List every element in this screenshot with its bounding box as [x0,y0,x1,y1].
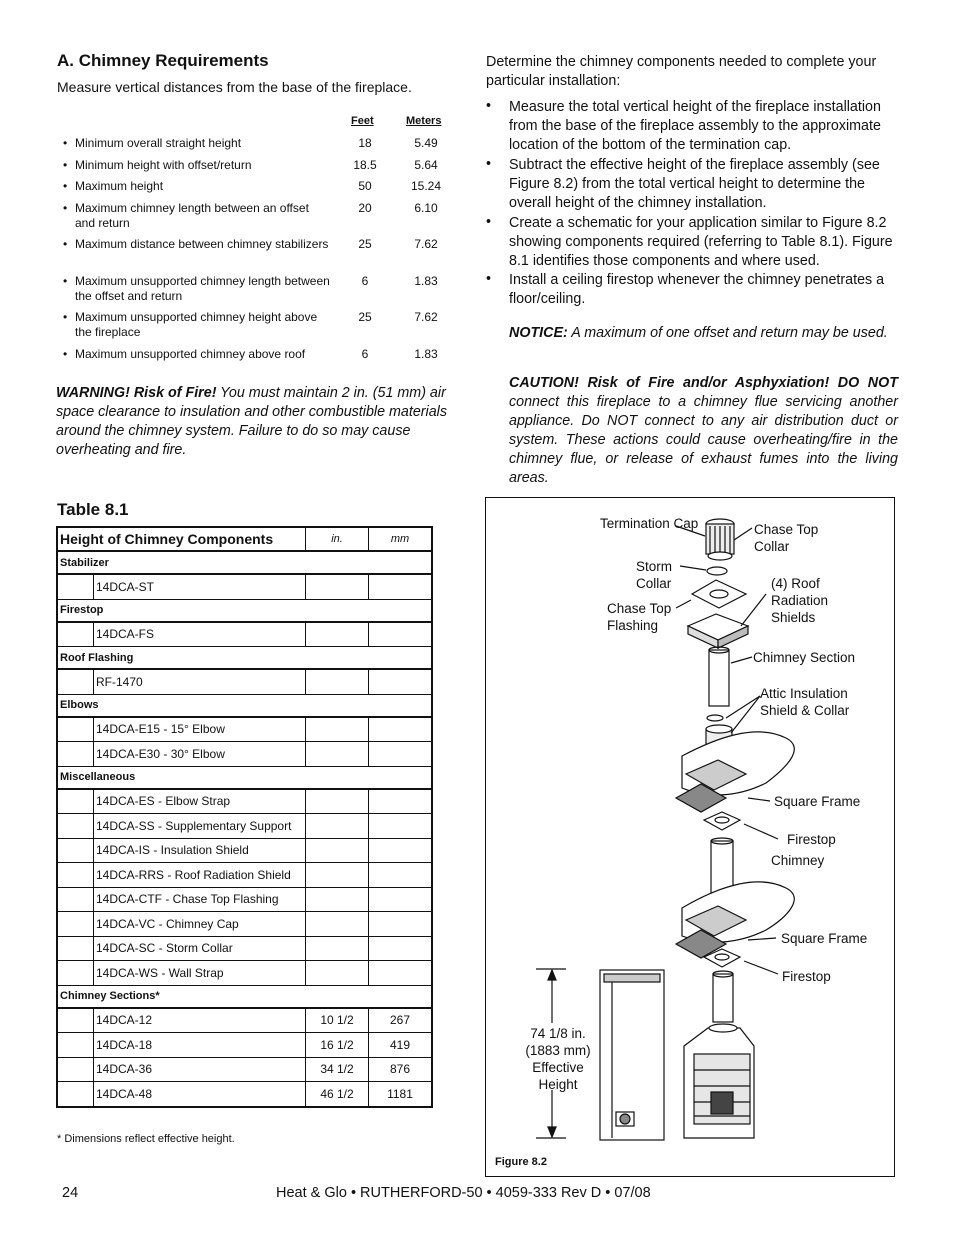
requirement-feet: 18.5 [353,158,377,172]
chimney-components-table [56,526,433,1108]
component-mm: 267 [369,1008,433,1033]
component-mm [369,814,433,839]
component-in [306,669,369,694]
component-name: 14DCA-RRS - Roof Radiation Shield [94,863,306,888]
component-in: 34 1/2 [306,1057,369,1082]
table-category-row [57,766,432,789]
blank-cell [57,912,94,937]
page-footer: Heat & Glo • RUTHERFORD-50 • 4059-333 Rev D • 07/08 [276,1185,651,1201]
component-name: 14DCA-E30 - 30° Elbow [94,742,306,767]
page-number: 24 [62,1185,79,1201]
fireplace-side-drawing [600,970,664,1140]
blank-cell [57,574,94,599]
requirement-meters: 6.10 [414,201,438,215]
leader-square-frame-2 [748,938,776,940]
table-category-row [57,694,432,717]
component-mm [369,622,433,647]
component-mm [369,742,433,767]
bullet-dot: • [486,98,492,114]
table-row [57,838,432,863]
blank-cell [57,1082,94,1107]
requirement-label: Maximum distance between chimney stabilizers [75,237,329,251]
table-header-row [57,527,432,551]
roof-radiation-shields-drawing [688,614,748,648]
component-in [306,574,369,599]
notice-text [509,324,898,343]
component-mm [369,838,433,863]
requirement-feet: 18 [358,136,372,150]
component-mm: 1181 [369,1082,433,1107]
blank-cell [57,838,94,863]
requirement-label: Maximum unsupported chimney length between the offset and return [75,274,330,303]
table-category-row [57,985,432,1008]
component-name: 14DCA-E15 - 15° Elbow [94,717,306,742]
component-name: RF-1470 [94,669,306,694]
requirement-feet: 50 [358,179,372,193]
component-name: 14DCA-18 [94,1033,306,1058]
component-mm [369,887,433,912]
requirement-meters: 1.83 [414,347,438,361]
requirement-feet: 6 [361,347,369,361]
termination-cap-drawing [706,519,734,560]
col-in-header: in. [306,527,369,551]
bullet-dot: • [486,214,492,230]
warning-text: You must maintain 2 in. (51 mm) air space clearance to insulation and other combustible materials around the chimney system. Failure to do so may cause overheating and fire. [56,385,448,458]
leader-attic-1 [726,696,760,718]
callout-firestop-2: Firestop [782,969,831,984]
bullet-dot: • [63,201,68,215]
col-mm-header: mm [369,527,433,551]
callout-firestop-1: Firestop [787,832,836,847]
requirement-feet: 6 [361,274,369,288]
component-in [306,622,369,647]
table-row [57,1082,432,1107]
component-in [306,961,369,986]
bullet-dot: • [486,156,492,172]
category-label: Chimney Sections* [57,985,432,1008]
component-in [306,717,369,742]
requirement-row [63,274,463,306]
table-row [57,717,432,742]
bullet-item: Subtract the effective height of the fireplace assembly (see Figure 8.2) from the total vertical height to determine the overall height of the chimney installation. [509,157,880,211]
blank-cell [57,1057,94,1082]
blank-cell [57,887,94,912]
component-name: 14DCA-12 [94,1008,306,1033]
requirement-meters: 1.83 [414,274,438,288]
right-intro: Determine the chimney components needed to complete your particular installation: [486,54,877,89]
table-row [57,1057,432,1082]
component-in [306,936,369,961]
component-name: 14DCA-IS - Insulation Shield [94,838,306,863]
component-in: 46 1/2 [306,1082,369,1107]
bullet-dot: • [63,158,68,172]
component-name: 14DCA-VC - Chimney Cap [94,912,306,937]
table-row [57,1008,432,1033]
component-mm [369,863,433,888]
component-mm [369,717,433,742]
callout-effective-height: 74 1/8 in. (1883 mm) Effective Height [525,1026,591,1092]
component-in: 16 1/2 [306,1033,369,1058]
requirement-label: Minimum height with offset/return [75,158,252,172]
table-title: Table 8.1 [57,500,129,519]
fireplace-drawing [684,1024,754,1138]
table-header-title: Height of Chimney Components [57,527,306,551]
bullet-dot: • [63,347,68,361]
chimney-section-drawing [709,650,729,706]
intro-text: Measure vertical distances from the base of the fireplace. [57,79,412,95]
figure-label: Figure 8.2 [495,1156,547,1168]
category-label: Elbows [57,694,432,717]
bullet-dot: • [63,136,68,150]
bullet-dot: • [63,179,68,193]
blank-cell [57,717,94,742]
component-mm [369,936,433,961]
storm-collar-drawing [707,567,727,575]
blank-cell [57,669,94,694]
section-title: A. Chimney Requirements [57,51,269,70]
chase-top-flashing-drawing [692,580,746,608]
component-in [306,838,369,863]
callout-chimney: Chimney [771,853,825,868]
table-row [57,936,432,961]
component-in [306,887,369,912]
callout-chimney-section: Chimney Section [753,650,856,665]
component-in [306,814,369,839]
component-name: 14DCA-36 [94,1057,306,1082]
warning-label: WARNING! Risk of Fire! [56,385,217,401]
component-name: 14DCA-CTF - Chase Top Flashing [94,887,306,912]
bullet-item: Measure the total vertical height of the fireplace installation from the base of the fireplace assembly to the approximate location of the bottom of the termination cap. [509,99,881,153]
requirement-feet: 25 [358,237,372,251]
table-row [57,887,432,912]
component-mm [369,669,433,694]
blank-cell [57,936,94,961]
component-name: 14DCA-48 [94,1082,306,1107]
meters-header: Meters [406,115,442,127]
component-name: 14DCA-WS - Wall Strap [94,961,306,986]
component-name: 14DCA-FS [94,622,306,647]
category-label: Firestop [57,599,432,622]
leader-roof-shields [741,594,766,626]
table-row [57,742,432,767]
blank-cell [57,814,94,839]
bullet-dot: • [486,271,492,287]
callout-chase-top-collar: Chase Top Collar [754,522,819,554]
requirement-meters: 5.64 [414,158,438,172]
requirement-feet: 25 [358,310,372,324]
bullet-dot: • [63,274,68,288]
fire-warning [56,384,468,460]
callout-attic-insulation: Attic Insulation Shield & Collar [760,686,850,718]
blank-cell [57,622,94,647]
requirement-label: Maximum unsupported chimney above roof [75,347,306,361]
component-name: 14DCA-SC - Storm Collar [94,936,306,961]
notice-label: NOTICE: [509,325,568,341]
firestop-drawing [704,812,740,830]
component-in [306,912,369,937]
requirement-row [63,310,463,342]
callout-storm-collar: Storm Collar [636,559,673,591]
table-category-row [57,647,432,670]
table-category-row [57,599,432,622]
caution-text [509,374,898,488]
table-row [57,669,432,694]
requirement-meters: 5.49 [414,136,438,150]
table-row [57,814,432,839]
blank-cell [57,961,94,986]
callout-termination-cap: Termination Cap [600,516,699,531]
leader-square-frame-1 [748,798,770,801]
category-label: Miscellaneous [57,766,432,789]
blank-cell [57,742,94,767]
table-row [57,574,432,599]
table-category-row [57,551,432,574]
leader-chase-top-collar [734,528,752,540]
requirement-meters: 7.62 [414,310,438,324]
caution-label: CAUTION! Risk of Fire and/or Asphyxiation! DO NOT [509,375,898,391]
requirement-row [63,201,463,233]
requirement-label: Maximum height [75,179,164,193]
category-label: Roof Flashing [57,647,432,670]
callout-square-frame-1: Square Frame [774,794,861,809]
leader-firestop-2 [744,961,778,974]
requirement-meters: 15.24 [410,179,442,193]
callout-chase-top-flashing: Chase Top Flashing [607,601,672,633]
bullet-item: Create a schematic for your application similar to Figure 8.2 showing components required (referring to Table 8.1). Figure 8.1 identifies those components and where used. [509,215,893,269]
table-row [57,1033,432,1058]
bullet-dot: • [63,310,68,324]
callout-square-frame-2: Square Frame [781,931,868,946]
component-mm: 876 [369,1057,433,1082]
component-in [306,863,369,888]
caution-body: connect this fireplace to a chimney flue servicing another appliance. Do NOT connect to any air distribution duct or system. These actions could cause overheating/fire in the chimney flue, or release of exhaust fumes into the living areas. [509,394,898,486]
component-in: 10 1/2 [306,1008,369,1033]
table-footnote: * Dimensions reflect effective height. [57,1133,235,1145]
table-row [57,622,432,647]
component-in [306,789,369,814]
requirement-row [63,347,463,379]
component-name: 14DCA-ST [94,574,306,599]
requirement-label: Maximum chimney length between an offset and return [75,201,309,230]
leader-firestop-1 [744,824,778,839]
blank-cell [57,1033,94,1058]
bullet-dot: • [63,237,68,251]
requirement-label: Minimum overall straight height [75,136,242,150]
component-in [306,742,369,767]
table-row [57,961,432,986]
requirement-feet: 20 [358,201,372,215]
requirement-row [63,237,463,269]
feet-header: Feet [351,115,374,127]
component-mm [369,961,433,986]
blank-cell [57,1008,94,1033]
table-row [57,863,432,888]
notice-body: A maximum of one offset and return may be used. [567,325,888,341]
blank-cell [57,863,94,888]
callout-roof-radiation-shields: (4) Roof Radiation Shields [771,576,829,625]
component-mm: 419 [369,1033,433,1058]
requirement-meters: 7.62 [414,237,438,251]
component-mm [369,912,433,937]
component-mm [369,789,433,814]
component-mm [369,574,433,599]
table-row [57,912,432,937]
bullet-item: Install a ceiling firestop whenever the chimney penetrates a floor/ceiling. [509,272,885,307]
requirement-label: Maximum unsupported chimney height above the fireplace [75,310,318,339]
blank-cell [57,789,94,814]
category-label: Stabilizer [57,551,432,574]
leader-chimney-section [731,657,752,663]
component-name: 14DCA-ES - Elbow Strap [94,789,306,814]
leader-attic-2 [731,696,760,733]
component-name: 14DCA-SS - Supplementary Support [94,814,306,839]
table-row [57,789,432,814]
